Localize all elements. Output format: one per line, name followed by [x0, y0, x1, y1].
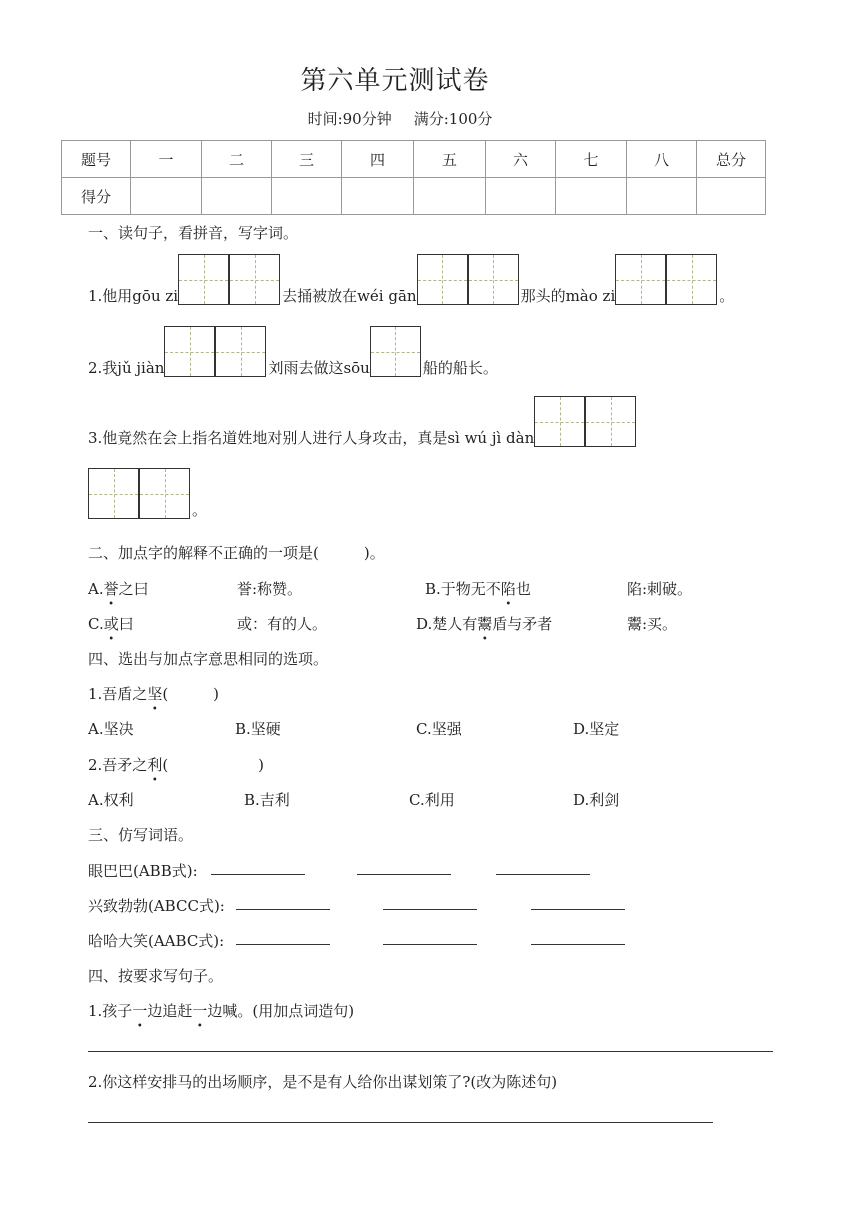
sec1-q2 — [88, 326, 498, 378]
choice-q2-option: C.利用 — [409, 791, 455, 809]
header-cell: 三 — [272, 141, 342, 178]
sec1-q1 — [88, 254, 734, 306]
header-cell: 四 — [342, 141, 414, 178]
q3-text-d: 。 — [192, 501, 208, 519]
answer-blank[interactable] — [236, 895, 330, 910]
choice-q2-option: A.权利 — [88, 791, 134, 809]
q1-text-c: 那头的mào zi — [520, 287, 616, 305]
choice-q2-option: D.利剑 — [573, 791, 620, 809]
question-text: 边追赶 — [147, 1002, 193, 1020]
option-text: B.于物无不 — [425, 580, 501, 598]
answer-blank[interactable] — [357, 860, 451, 875]
q2-text-a: 2.我jǔ jiàn — [88, 359, 165, 377]
score-cell[interactable] — [627, 178, 697, 215]
section5-heading: 四、按要求写句子。 — [88, 967, 224, 985]
score-row-label: 得分 — [62, 178, 131, 215]
option-text: 之曰 — [118, 580, 149, 598]
dotted-char: 一 — [192, 1002, 208, 1020]
header-cell: 八 — [627, 141, 697, 178]
q3-text-a: 3.他竟然在会上指名道姓地对别人进行人身攻击，真是sì wú jì dàn — [88, 429, 535, 447]
choice-q1-option: A.坚决 — [88, 720, 134, 738]
question-text: 1.孩子 — [88, 1002, 133, 1020]
exam-time: 时间:90分钟 — [307, 110, 392, 128]
score-cell[interactable] — [202, 178, 272, 215]
score-cell[interactable] — [486, 178, 556, 215]
page-title: 第六单元测试卷 — [300, 66, 490, 96]
score-cell[interactable] — [272, 178, 342, 215]
tianzige-box[interactable] — [178, 254, 282, 306]
sentence-q1 — [88, 1000, 354, 1021]
imitate-row-label: 眼巴巴(ABB式): — [88, 862, 198, 880]
choice-q1-option: B.坚硬 — [235, 720, 281, 738]
option-text: 曰 — [118, 615, 134, 633]
sentence-q2: 2.你这样安排马的出场顺序，是不是有人给你出谋划策了?(改为陈述句) — [88, 1073, 558, 1091]
imitate-row-label: 兴致勃勃(ABCC式): — [88, 897, 225, 915]
sec1-q3-cont — [88, 468, 207, 520]
tianzige-box[interactable] — [417, 254, 521, 306]
score-cell[interactable] — [697, 178, 766, 215]
answer-blank[interactable] — [531, 930, 625, 945]
q2-text-b: 刘雨去做这sōu — [268, 359, 370, 377]
answer-line[interactable] — [88, 1051, 773, 1052]
score-cell[interactable] — [414, 178, 486, 215]
choice-q1-option: C.坚强 — [416, 720, 462, 738]
dotted-char: 或 — [103, 615, 119, 633]
tianzige-box[interactable] — [534, 396, 638, 448]
header-cell: 总分 — [697, 141, 766, 178]
option-c-explanation: 或：有的人。 — [237, 615, 328, 633]
score-cell[interactable] — [131, 178, 202, 215]
option-a — [88, 578, 149, 599]
choice-q1-option: D.坚定 — [573, 720, 620, 738]
option-d — [416, 613, 552, 634]
section2-heading: 二、加点字的解释不正确的一项是( )。 — [88, 544, 385, 562]
tianzige-box[interactable] — [164, 326, 268, 378]
option-b-explanation: 陷:刺破。 — [627, 580, 693, 598]
answer-bracket[interactable]: ( ) — [162, 685, 220, 703]
answer-blank[interactable] — [383, 930, 477, 945]
score-table — [61, 140, 766, 215]
imitate-row-label: 哈哈大笑(AABC式): — [88, 932, 225, 950]
q1-text-b: 去捅被放在wéi gān — [282, 287, 417, 305]
dotted-char: 鬻 — [477, 615, 493, 633]
answer-blank[interactable] — [383, 895, 477, 910]
header-cell: 二 — [202, 141, 272, 178]
q1-text-a: 1.他用gōu zi — [88, 287, 179, 305]
answer-blank[interactable] — [211, 860, 305, 875]
score-cell[interactable] — [556, 178, 627, 215]
score-row — [62, 178, 766, 215]
choice-q2 — [88, 754, 264, 775]
header-cell: 六 — [486, 141, 556, 178]
dotted-char: 利 — [147, 756, 163, 774]
header-cell: 五 — [414, 141, 486, 178]
option-b — [425, 578, 531, 599]
answer-bracket[interactable]: ( ) — [162, 756, 265, 774]
exam-info — [0, 108, 800, 129]
header-cell: 一 — [131, 141, 202, 178]
question-text: 1.吾盾之 — [88, 685, 148, 703]
tianzige-box[interactable] — [615, 254, 719, 306]
option-text: A. — [88, 580, 104, 598]
section1-heading: 一、读句子，看拼音，写字词。 — [88, 224, 299, 242]
section3-heading: 四、选出与加点字意思相同的选项。 — [88, 650, 329, 668]
dotted-char: 坚 — [147, 685, 163, 703]
dotted-char: 誉 — [103, 580, 119, 598]
option-text: D.楚人有 — [416, 615, 478, 633]
tianzige-box[interactable] — [88, 468, 192, 520]
answer-blank[interactable] — [531, 895, 625, 910]
q1-text-d: 。 — [719, 287, 735, 305]
answer-blank[interactable] — [236, 930, 330, 945]
question-text: 2.吾矛之 — [88, 756, 148, 774]
option-a-explanation: 誉:称赞。 — [237, 580, 303, 598]
sec1-q3 — [88, 396, 638, 448]
option-c — [88, 613, 134, 634]
q2-text-c: 船的船长。 — [422, 359, 498, 377]
score-cell[interactable] — [342, 178, 414, 215]
option-d-explanation: 鬻:买。 — [627, 615, 678, 633]
header-cell: 题号 — [62, 141, 131, 178]
option-text: 也 — [515, 580, 531, 598]
dotted-char: 一 — [132, 1002, 148, 1020]
option-text: C. — [88, 615, 104, 633]
option-text: 盾与矛者 — [492, 615, 553, 633]
header-cell: 七 — [556, 141, 627, 178]
tianzige-box[interactable] — [370, 326, 423, 378]
choice-q2-option: B.吉利 — [244, 791, 290, 809]
answer-blank[interactable] — [496, 860, 590, 875]
exam-full-score: 满分:100分 — [413, 110, 493, 128]
choice-q1 — [88, 683, 219, 704]
score-header-row — [62, 141, 766, 178]
dotted-char: 陷 — [500, 580, 516, 598]
answer-line[interactable] — [88, 1122, 713, 1123]
section4-heading: 三、仿写词语。 — [88, 826, 194, 844]
question-text: 边喊。(用加点词造句) — [207, 1002, 355, 1020]
